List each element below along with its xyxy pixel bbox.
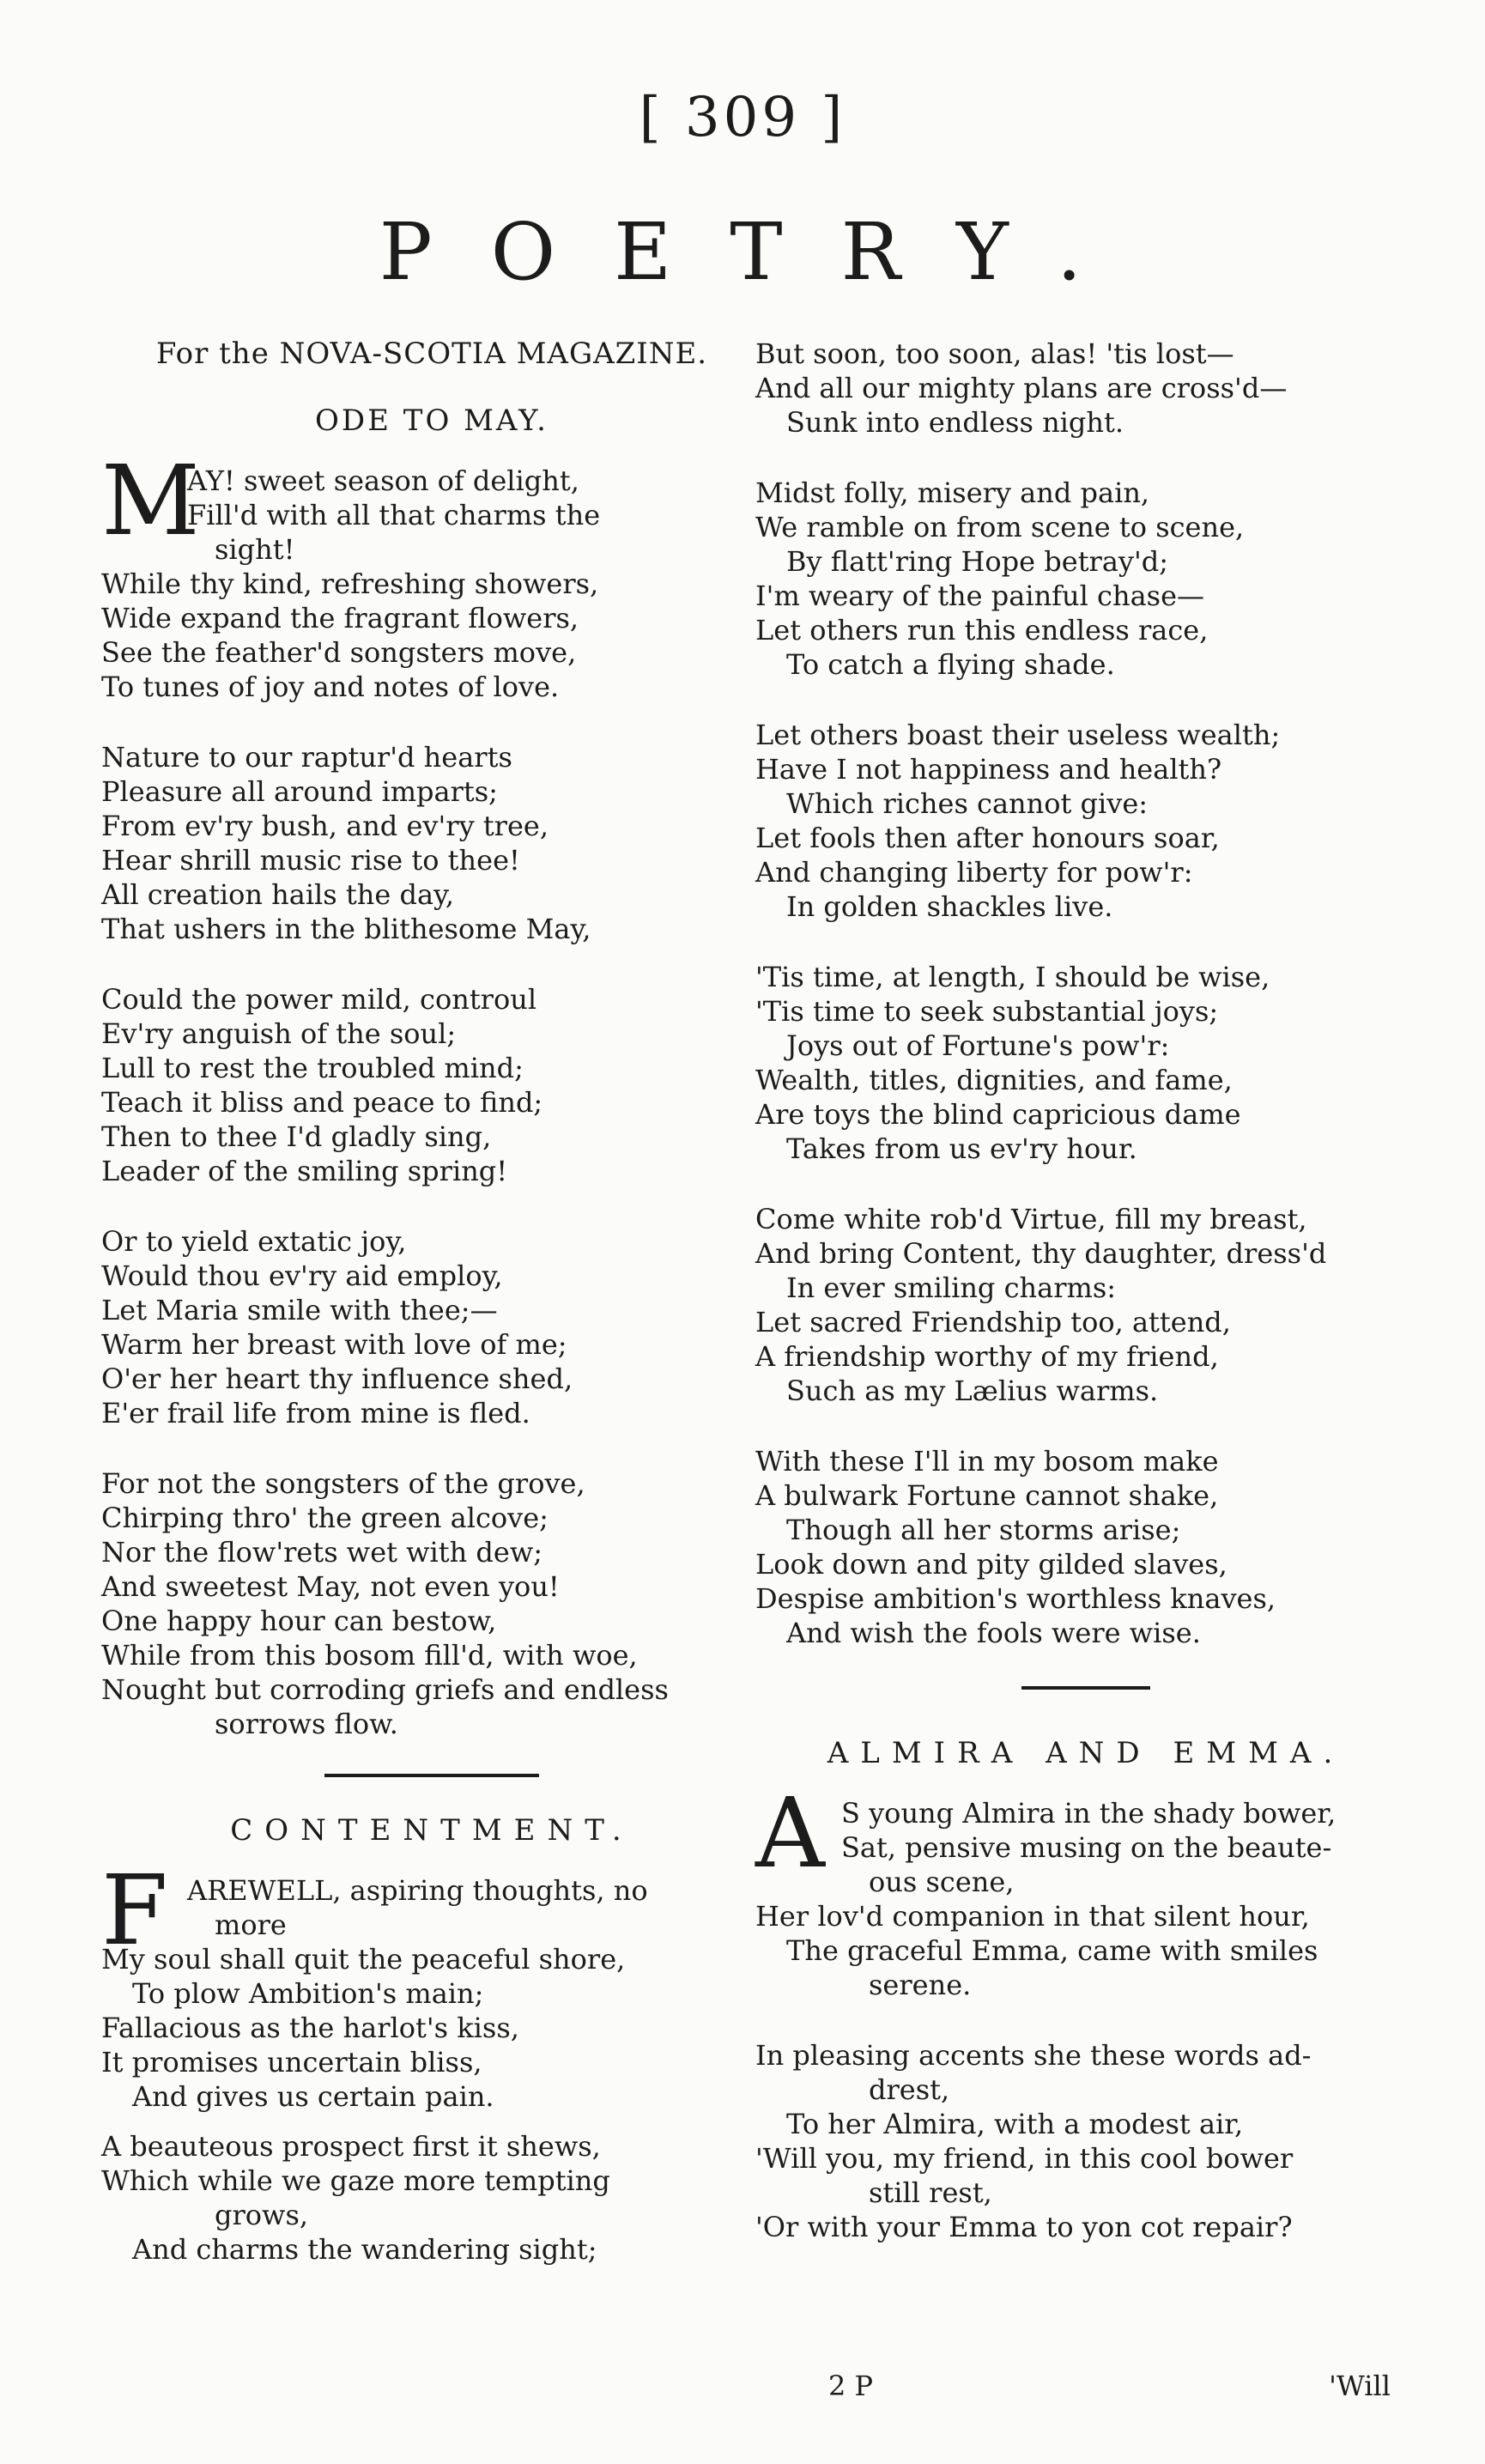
signature-mark: 2 P <box>828 2370 874 2402</box>
verse-line: And all our mighty plans are cross'd— <box>755 372 1288 404</box>
verse-line: Or to yield extatic joy, <box>101 1225 407 1258</box>
masthead: For the NOVA-SCOTIA MAGAZINE. <box>155 337 708 371</box>
verse-line: Though all her storms arise; <box>786 1514 1181 1546</box>
ode-stanza <box>101 740 762 946</box>
verse-line: Are toys the blind capricious dame <box>755 1098 1241 1131</box>
section-divider <box>324 1774 539 1777</box>
verse-line: Come white rob'd Virtue, fill my breast, <box>755 1203 1307 1235</box>
verse-line: I'm weary of the painful chase— <box>755 580 1204 612</box>
verse-line: And wish the fools were wise. <box>786 1617 1201 1649</box>
ode-title: ODE TO MAY. <box>315 404 549 438</box>
verse-line: Could the power mild, controul <box>101 983 537 1016</box>
verse-line: still rest, <box>869 2176 992 2209</box>
verse-line: Wealth, titles, dignities, and fame, <box>755 1064 1233 1096</box>
ode-dropcap: M <box>101 446 200 557</box>
verse-line: Let others run this endless race, <box>755 614 1209 646</box>
verse-line: Despise ambition's worthless knaves, <box>755 1582 1276 1615</box>
ode-opening <box>101 446 762 704</box>
verse-line: Teach it bliss and peace to find; <box>101 1086 543 1119</box>
contentment-stanza <box>755 960 1416 1166</box>
catchword: 'Will <box>1329 2370 1391 2402</box>
verse-line: Look down and pity gilded slaves, <box>755 1548 1227 1581</box>
section-divider <box>1021 1686 1150 1690</box>
verse-line: Pleasure all around imparts; <box>101 775 498 808</box>
ode-stanza <box>101 1224 762 1430</box>
verse-line: ous scene, <box>869 1866 1015 1898</box>
verse-line: Sunk into endless night. <box>786 406 1124 439</box>
verse-line: In pleasing accents she these words ad- <box>755 2039 1312 2072</box>
verse-line: Let Maria smile with thee;— <box>101 1294 498 1326</box>
verse-line: Have I not happiness and health? <box>755 753 1222 786</box>
verse-line: In golden shackles live. <box>786 890 1113 923</box>
verse-line: While thy kind, refreshing showers, <box>101 567 599 600</box>
verse-line: 'Tis time to seek substantial joys; <box>755 995 1219 1028</box>
verse-line: 'Or with your Emma to yon cot repair? <box>755 2211 1293 2243</box>
verse-line: AY! sweet season of delight, <box>187 464 579 497</box>
contentment-stanza <box>755 1202 1416 1408</box>
verse-line: By flatt'ring Hope betray'd; <box>786 545 1169 578</box>
verse-line: O'er her heart thy influence shed, <box>101 1362 573 1395</box>
verse-line: Ev'ry anguish of the soul; <box>101 1017 457 1050</box>
verse-line: serene. <box>869 1969 972 2001</box>
verse-line: Nought but corroding griefs and endless <box>101 1673 669 1706</box>
verse-line: Leader of the smiling spring! <box>101 1155 508 1187</box>
verse-line: Such as my Lælius warms. <box>786 1375 1159 1407</box>
verse-line: All creation hails the day, <box>101 878 455 911</box>
ode-stanza <box>101 982 762 1188</box>
verse-line: Let sacred Friendship too, attend, <box>755 1306 1231 1338</box>
verse-line: Sat, pensive musing on the beaute- <box>841 1831 1332 1864</box>
verse-line: Would thou ev'ry aid employ, <box>101 1259 503 1292</box>
contentment-stanza <box>101 2129 762 2267</box>
contentment-stanza <box>755 718 1416 924</box>
verse-line: grows, <box>215 2199 309 2231</box>
ode-stanza <box>101 1466 762 1741</box>
verse-line: To tunes of joy and notes of love. <box>101 671 560 703</box>
contentment-opening <box>101 1855 762 2114</box>
verse-line: E'er frail life from mine is fled. <box>101 1397 530 1429</box>
verse-line: Fill'd with all that charms the <box>187 499 601 531</box>
verse-line: My soul shall quit the peaceful shore, <box>101 1943 626 1975</box>
verse-line: Takes from us ev'ry hour. <box>786 1132 1137 1165</box>
almira-title: ALMIRA AND EMMA. <box>827 1736 1345 1770</box>
contentment-title: CONTENTMENT. <box>230 1813 633 1848</box>
verse-line: From ev'ry bush, and ev'ry tree, <box>101 810 549 842</box>
verse-line: Nor the flow'rets wet with dew; <box>101 1536 543 1569</box>
verse-line: And bring Content, thy daughter, dress'd <box>755 1237 1327 1270</box>
verse-line: sight! <box>215 533 295 566</box>
contentment-stanza <box>755 337 1416 440</box>
verse-line: S young Almira in the shady bower, <box>841 1797 1336 1830</box>
verse-line: And sweetest May, not even you! <box>101 1570 560 1603</box>
right-column <box>755 337 1416 2280</box>
almira-stanza <box>755 2038 1416 2244</box>
verse-line: Joys out of Fortune's pow'r: <box>786 1029 1170 1062</box>
verse-line: drest, <box>869 2073 950 2106</box>
verse-line: It promises uncertain bliss, <box>101 2046 482 2079</box>
verse-line: But soon, too soon, alas! 'tis lost— <box>755 337 1234 370</box>
verse-line: One happy hour can bestow, <box>101 1605 497 1637</box>
verse-line: more <box>215 1909 287 1941</box>
verse-line: A friendship worthy of my friend, <box>755 1340 1219 1373</box>
verse-line: Hear shrill music rise to thee! <box>101 844 520 877</box>
verse-line: We ramble on from scene to scene, <box>755 511 1245 543</box>
verse-line: sorrows flow. <box>215 1708 398 1740</box>
verse-line: While from this bosom fill'd, with woe, <box>101 1639 638 1672</box>
verse-line: See the feather'd songsters move, <box>101 636 577 669</box>
verse-line: Wide expand the fragrant flowers, <box>101 602 579 634</box>
verse-line: For not the songsters of the grove, <box>101 1467 585 1500</box>
verse-line: Warm her breast with love of me; <box>101 1328 567 1361</box>
verse-line: With these I'll in my bosom make <box>755 1445 1219 1478</box>
verse-line: Which while we gaze more tempting <box>101 2164 610 2197</box>
verse-line: And charms the wandering sight; <box>132 2233 597 2266</box>
contentment-stanza <box>755 1444 1416 1650</box>
verse-line: 'Tis time, at length, I should be wise, <box>755 961 1270 993</box>
verse-line: Lull to rest the troubled mind; <box>101 1052 524 1084</box>
section-title: POETRY. <box>379 206 1141 298</box>
verse-line: And gives us certain pain. <box>132 2080 494 2113</box>
verse-line: Chirping thro' the green alcove; <box>101 1502 549 1534</box>
verse-line: A beauteous prospect first it shews, <box>101 2130 601 2163</box>
contentment-stanza <box>755 476 1416 682</box>
verse-line: AREWELL, aspiring thoughts, no <box>187 1874 648 1907</box>
almira-opening <box>755 1778 1416 2002</box>
verse-line: Midst folly, misery and pain, <box>755 476 1150 509</box>
verse-line: And changing liberty for pow'r: <box>755 856 1193 889</box>
verse-line: The graceful Emma, came with smiles <box>786 1934 1318 1967</box>
verse-line: A bulwark Fortune cannot shake, <box>755 1479 1219 1512</box>
verse-line: To catch a flying shade. <box>786 648 1115 681</box>
verse-line: Nature to our raptur'd hearts <box>101 741 512 774</box>
verse-line: Her lov'd companion in that silent hour, <box>755 1900 1310 1933</box>
verse-line: 'Will you, my friend, in this cool bower <box>755 2142 1294 2175</box>
verse-line: Then to thee I'd gladly sing, <box>101 1120 492 1153</box>
verse-line: In ever smiling charms: <box>786 1271 1117 1304</box>
almira-dropcap: A <box>755 1778 825 1890</box>
verse-line: Let others boast their useless wealth; <box>755 719 1281 751</box>
page-number: [ 309 ] <box>639 86 846 149</box>
contentment-dropcap: F <box>101 1855 168 1967</box>
verse-line: That ushers in the blithesome May, <box>101 913 591 945</box>
verse-line: Which riches cannot give: <box>786 787 1149 820</box>
left-column <box>101 337 762 2303</box>
verse-line: To plow Ambition's main; <box>132 1977 484 2010</box>
verse-line: Let fools then after honours soar, <box>755 822 1220 854</box>
verse-line: Fallacious as the harlot's kiss, <box>101 2012 519 2044</box>
verse-line: To her Almira, with a modest air, <box>786 2108 1244 2140</box>
